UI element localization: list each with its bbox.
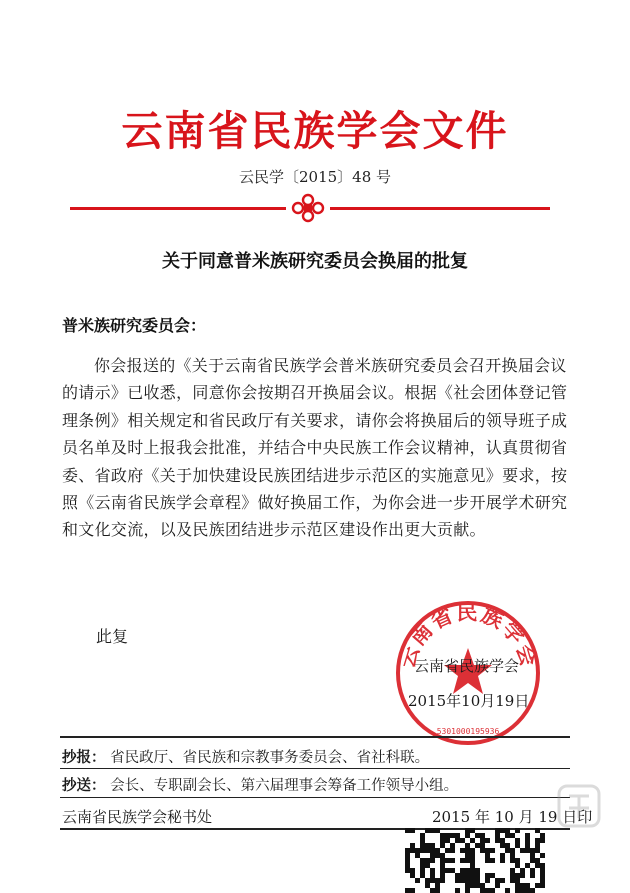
send-to-line: 抄送： 会长、专职副会长、第六届理事会筹备工作领导小组。 <box>62 777 459 794</box>
addressee: 普米族研究委员会： <box>62 316 207 335</box>
org-header-title: 云南省民族学会文件 <box>121 107 509 155</box>
red-divider-right <box>330 207 550 210</box>
signature-date: 2015年10月19日 <box>408 692 530 710</box>
report-label: 抄报 <box>62 749 91 766</box>
signer: 云南省民族学会 <box>414 657 520 675</box>
divider-lower <box>60 797 570 798</box>
document-title: 关于同意普米族研究委员会换届的批复 <box>162 251 468 272</box>
divider-middle <box>60 768 570 769</box>
body-paragraph: 你会报送的《关于云南省民族学会普米族研究委员会召开换届会议的请示》已收悉，同意你会按期召开换届会议。根据《社会团体登记管理条例》相关规定和省民政厅有关要求，请你会将换届后的领导班子成员名单及时上报我会批准，并结合中央民族工作会议精神，认真贯彻省委、省政府《关于加快建设民族团结进步示范区的实施意见》要求，按照《云南省民族学会章程》做好换届工作，为你会进一步开展学术研究和文化交流，以及民族团结进步示范区建设作出更大贡献。 <box>62 356 568 540</box>
print-date: 2015 年 10 月 19 日印 <box>432 808 593 826</box>
issuer: 云南省民族学会秘书处 <box>62 808 213 826</box>
seal-serial: 5301000195936 <box>436 727 500 736</box>
document-number: 云民学〔2015〕48 号 <box>238 168 392 186</box>
ruyi-knot-icon <box>290 192 326 224</box>
send-label: 抄送 <box>62 777 91 794</box>
qr-code-icon <box>405 828 545 893</box>
report-recipients: 省民政厅、省民族和宗教事务委员会、省社科联。 <box>110 750 430 766</box>
watermark-logo-icon <box>555 782 603 830</box>
seal-text: 云南省民族学会 <box>393 599 543 671</box>
divider-top <box>60 736 570 738</box>
send-recipients: 会长、专职副会长、第六届理事会筹备工作领导小组。 <box>110 778 459 794</box>
closing-remark: 此复 <box>96 627 129 646</box>
red-divider-left <box>70 207 286 210</box>
report-to-line: 抄报： 省民政厅、省民族和宗教事务委员会、省社科联。 <box>62 749 430 766</box>
